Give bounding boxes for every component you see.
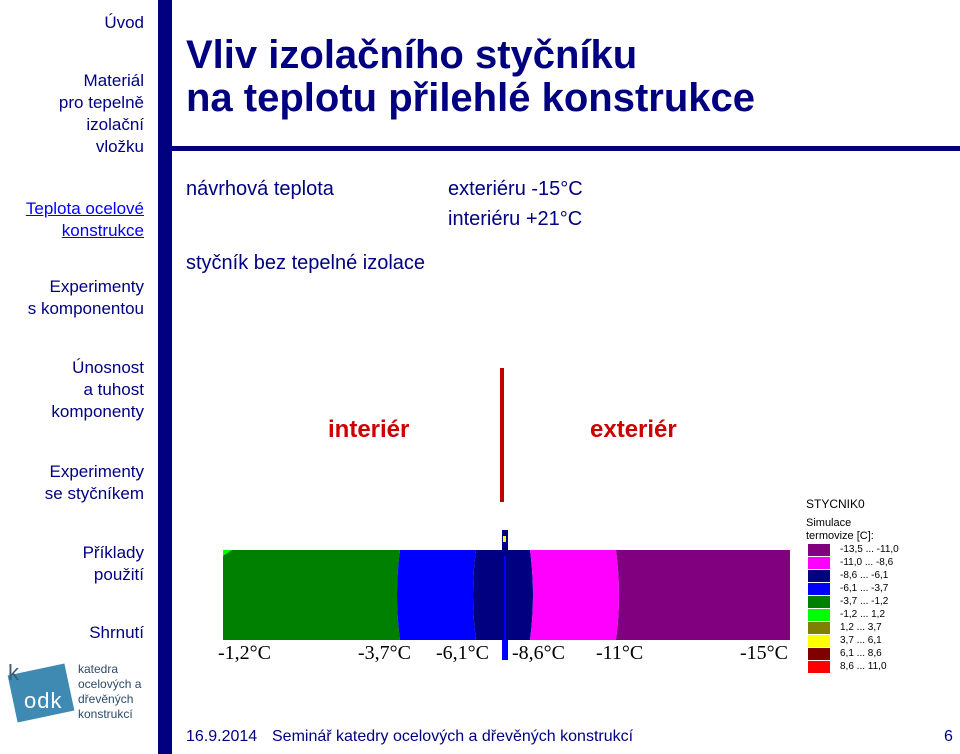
bolt-head	[502, 530, 508, 548]
nav-experimenty-komponenta[interactable]	[28, 276, 144, 320]
nav-label: Shrnutí	[89, 623, 144, 642]
legend-swatch	[808, 557, 830, 569]
exterior-temp: exteriéru -15°C	[448, 178, 583, 200]
legend-label: 6,1 ... 8,6	[840, 648, 882, 659]
logo-letter-k: k	[8, 660, 19, 685]
legend-label: -8,6 ... -6,1	[840, 570, 889, 581]
department-logo	[8, 660, 153, 724]
logo-line: dřevěných	[78, 692, 134, 706]
band-green	[223, 550, 400, 640]
nav-unosnost[interactable]	[51, 357, 144, 423]
band-corner-light-green	[223, 550, 232, 556]
legend-title	[806, 498, 890, 543]
nav-label: Experimenty	[49, 277, 144, 296]
legend-swatch	[808, 570, 830, 582]
temperature-label: -8,6°C	[512, 642, 565, 664]
nav-label: konstrukce	[61, 221, 144, 240]
bolt-core	[504, 556, 506, 656]
nav-priklady[interactable]	[83, 542, 144, 586]
bolt-shank	[502, 548, 508, 660]
legend-heading: Simulace termovize [C]:	[806, 517, 874, 542]
legend-swatch	[808, 596, 830, 608]
legend-label: -3,7 ... -1,2	[840, 596, 889, 607]
footer-text: Seminář katedry ocelových a dřevěných konstrukcí	[272, 728, 634, 745]
band-magenta	[530, 550, 619, 640]
page-number: 6	[944, 728, 953, 745]
legend-swatch	[808, 648, 830, 660]
wall-line	[500, 368, 504, 502]
nav-label: Experimenty	[49, 462, 144, 481]
title-line: na teplotu přilehlé konstrukce	[186, 76, 756, 120]
nav-label: Úvod	[104, 13, 144, 32]
logo-letters-odk: odk	[24, 688, 63, 713]
legend-swatch	[808, 635, 830, 647]
legend-label: -13,5 ... -11,0	[840, 544, 899, 555]
nav-shrnuti[interactable]	[89, 622, 144, 644]
legend-swatch	[808, 583, 830, 595]
legend-label: 3,7 ... 6,1	[840, 635, 882, 646]
sidebar	[0, 0, 158, 754]
logo-line: katedra	[78, 662, 119, 676]
band-navy	[473, 550, 533, 640]
temperature-label: -15°C	[740, 642, 788, 664]
legend-label: -1,2 ... 1,2	[840, 609, 886, 620]
nav-label: použití	[93, 565, 144, 584]
temperature-label: -3,7°C	[358, 642, 411, 664]
title-line: Vliv izolačního styčníku	[186, 33, 638, 77]
nav-label: vložku	[95, 137, 144, 156]
logo-text	[78, 662, 141, 722]
legend-label: -11,0 ... -8,6	[840, 557, 894, 568]
logo-line: ocelových a	[78, 677, 142, 691]
zone-interior-label: interiér	[328, 416, 410, 443]
nav-label: s komponentou	[27, 299, 144, 318]
slide-title	[186, 34, 755, 120]
legend-label: 8,6 ... 11,0	[840, 661, 887, 672]
legend-swatch	[808, 622, 830, 634]
nav-uvod[interactable]	[104, 12, 144, 34]
nav-label: se styčníkem	[44, 484, 144, 503]
legend-swatch	[808, 661, 830, 673]
design-temp-label: návrhová teplota	[186, 178, 334, 200]
legend-swatch	[808, 609, 830, 621]
bolt-head-tip	[503, 536, 506, 542]
nav-label: Únosnost	[72, 358, 144, 377]
band-blue	[397, 550, 476, 640]
zone-exterior-label: exteriér	[590, 416, 677, 443]
nav-label: Teplota ocelové	[25, 199, 144, 218]
temperature-label: -11°C	[596, 642, 644, 664]
footer-date: 16.9.2014	[186, 728, 258, 745]
band-purple	[616, 550, 790, 640]
legend-label: -6,1 ... -3,7	[840, 583, 889, 594]
nav-label: pro tepelně	[58, 93, 144, 112]
nav-label: komponenty	[51, 402, 144, 421]
nav-label: a tuhost	[83, 380, 144, 399]
legend-swatch	[808, 544, 830, 556]
legend-label: 1,2 ... 3,7	[840, 622, 882, 633]
bolt-end	[502, 640, 508, 660]
joint-label: styčník bez tepelné izolace	[186, 252, 426, 274]
temperature-label: -6,1°C	[436, 642, 489, 664]
nav-material[interactable]	[59, 70, 144, 158]
title-divider	[158, 146, 960, 151]
vertical-divider	[158, 0, 172, 754]
nav-label: Materiál	[83, 71, 144, 90]
logo-line: konstrukcí	[78, 707, 133, 721]
interior-temp: interiéru +21°C	[448, 208, 583, 230]
chart-title: STYCNIK0	[806, 497, 865, 511]
nav-teplota[interactable]	[26, 198, 144, 242]
nav-experimenty-stycnik[interactable]	[45, 461, 144, 505]
nav-label: izolační	[86, 115, 144, 134]
nav-label: Příklady	[82, 543, 144, 562]
temperature-label: -1,2°C	[218, 642, 271, 664]
